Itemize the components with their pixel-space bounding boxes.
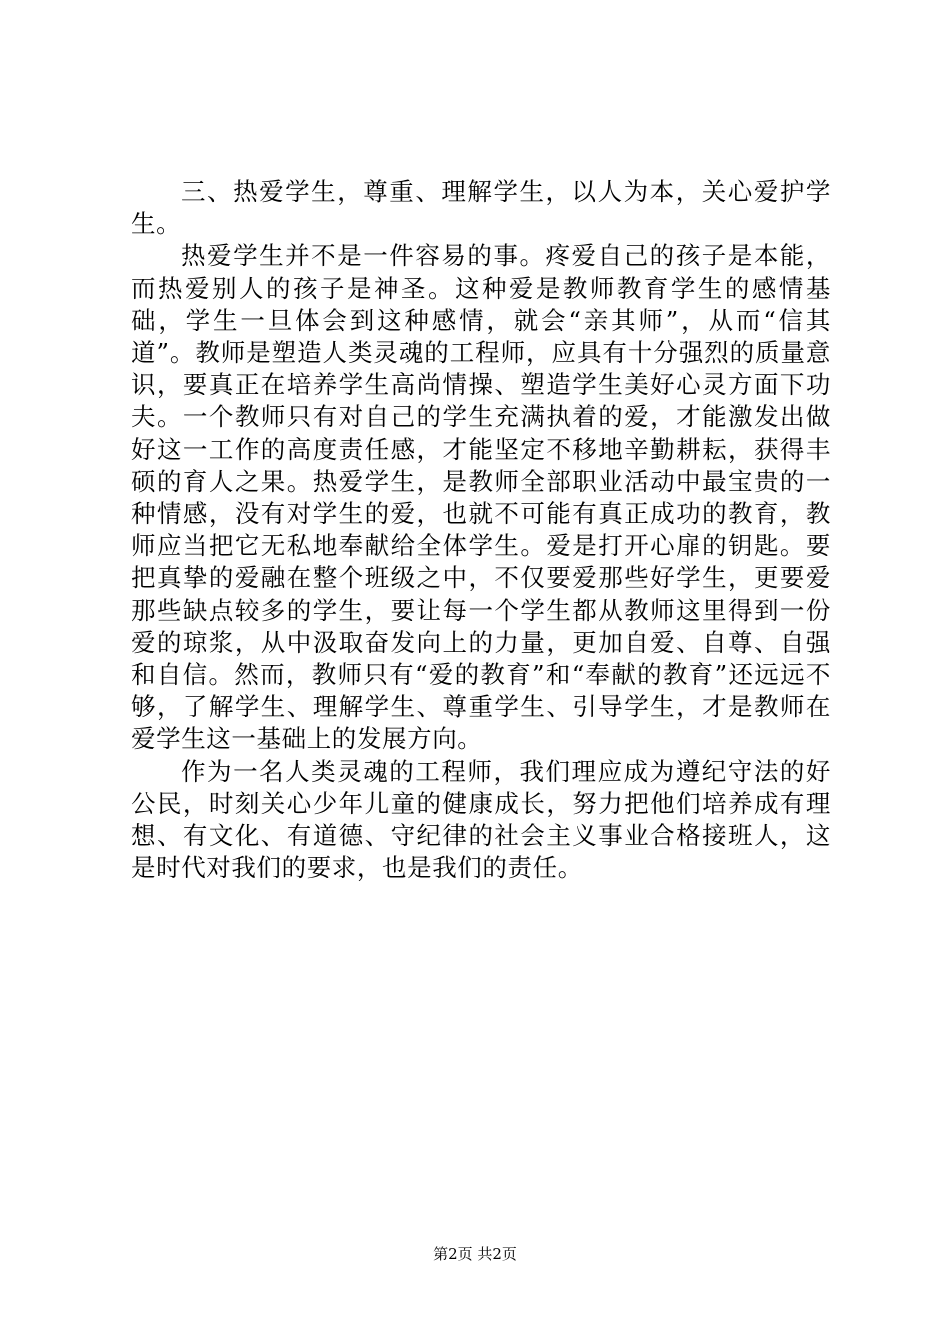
body-paragraph-love-students: 热爱学生并不是一件容易的事。疼爱自己的孩子是本能，而热爱别人的孩子是神圣。这种爱是教师教育学生的感情基础，学生一旦体会到这种感情，就会“亲其师”，从而“信其道”。教师是塑造人类灵魂的工程师，应具有十分强烈的质量意识，要真正在培养学生高尚情操、塑造学生美好心灵方面下功夫。一个教师只有对自己的学生充满执着的爱，才能激发出做好这一工作的高度责任感，才能坚定不移地辛勤耕耘，获得丰硕的育人之果。热爱学生，是教师全部职业活动中最宝贵的一种情感，没有对学生的爱，也就不可能有真正成功的教育，教师应当把它无私地奉献给全体学生。爱是打开心扉的钥匙。要把真挚的爱融在整个班级之中，不仅要爱那些好学生，更要爱那些缺点较多的学生，要让每一个学生都从教师这里得到一份爱的琼浆，从中汲取奋发向上的力量，更加自爱、自尊、自强和自信。然而，教师只有“爱的教育”和“奉献的教育”还远远不够，了解学生、理解学生、尊重学生、引导学生，才是教师在爱学生这一基础上的发展方向。	[131, 241, 831, 754]
body-paragraph-responsibility: 作为一名人类灵魂的工程师，我们理应成为遵纪守法的好公民，时刻关心少年儿童的健康成长，努力把他们培养成有理想、有文化、有道德、守纪律的社会主义事业合格接班人，这是时代对我们的要求，也是我们的责任。	[131, 756, 831, 883]
document-body	[131, 176, 831, 884]
page-number-footer: 第2页 共2页	[433, 1245, 517, 1263]
section-heading-paragraph: 三、热爱学生，尊重、理解学生，以人为本，关心爱护学生。	[131, 177, 831, 239]
